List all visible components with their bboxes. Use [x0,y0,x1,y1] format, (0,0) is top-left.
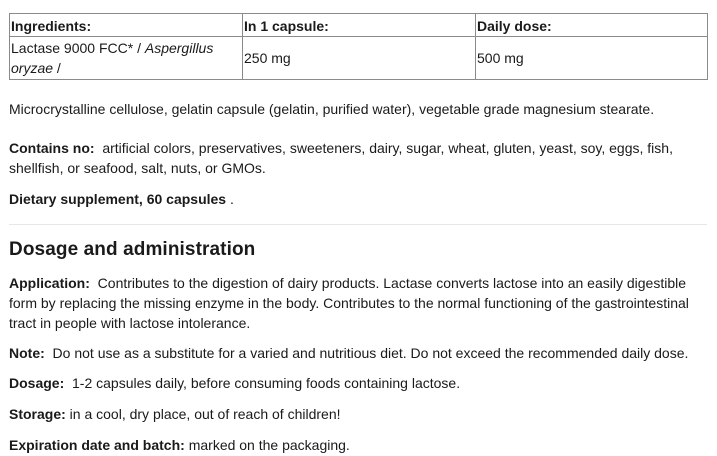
header-in-1-capsule: In 1 capsule: [243,14,476,37]
note-text: Do not use as a substitute for a varied and nutritious diet. Do not exceed the recommended daily dose. [44,345,689,361]
ingredient-name: Lactase 9000 FCC* / [11,40,145,56]
application-paragraph [9,273,707,333]
storage-paragraph [9,404,707,424]
ingredient-source: Aspergillus oryzae [11,40,214,76]
other-ingredients: Microcrystalline cellulose, gelatin capsule (gelatin, purified water), vegetable grade magnesium stearate. [9,101,655,117]
product-description [9,13,707,453]
expiration-label: Expiration date and batch: [9,437,185,453]
per-capsule-cell: 250 mg [243,37,476,80]
expiration-text: marked on the packaging. [184,437,350,453]
dosage-text: 1-2 capsules daily, before consuming foods containing lactose. [64,375,461,391]
dosage-section-title: Dosage and administration [9,239,256,260]
table-header-row [10,14,708,37]
section-divider [9,224,707,225]
header-ingredients: Ingredients: [10,14,243,37]
supplement-suffix: . [226,191,234,207]
table-row [10,37,708,80]
daily-dose-cell: 500 mg [476,37,708,80]
dosage-paragraph [9,373,707,393]
ingredient-suffix: / [53,60,61,76]
storage-label: Storage: [9,406,66,422]
storage-text: in a cool, dry place, out of reach of children! [65,406,341,422]
ingredient-name-cell [10,37,243,80]
contains-no [9,138,707,178]
note-paragraph [9,343,707,363]
application-label: Application: [9,275,90,291]
header-daily-dose: Daily dose: [476,14,708,37]
supplement-info [9,189,707,209]
dosage-label: Dosage: [9,375,65,391]
note-label: Note: [9,345,45,361]
expiration-paragraph [9,435,707,455]
supplement-label: Dietary supplement, 60 capsules [9,191,227,207]
ingredients-table [9,13,708,80]
application-text: Contributes to the digestion of dairy products. Lactase converts lactose into an easily digestible form by replacing the missing enzyme in the body. Contributes to the normal functioning of the gastrointestinal tract in people with lactose intolerance. [9,275,693,331]
contains-no-text: artificial colors, preservatives, sweeteners, dairy, sugar, wheat, gluten, yeast, soy, eggs, fish, shellfish, or seafood, salt, nuts, or GMOs. [9,140,677,176]
contains-no-label: Contains no: [9,140,95,156]
